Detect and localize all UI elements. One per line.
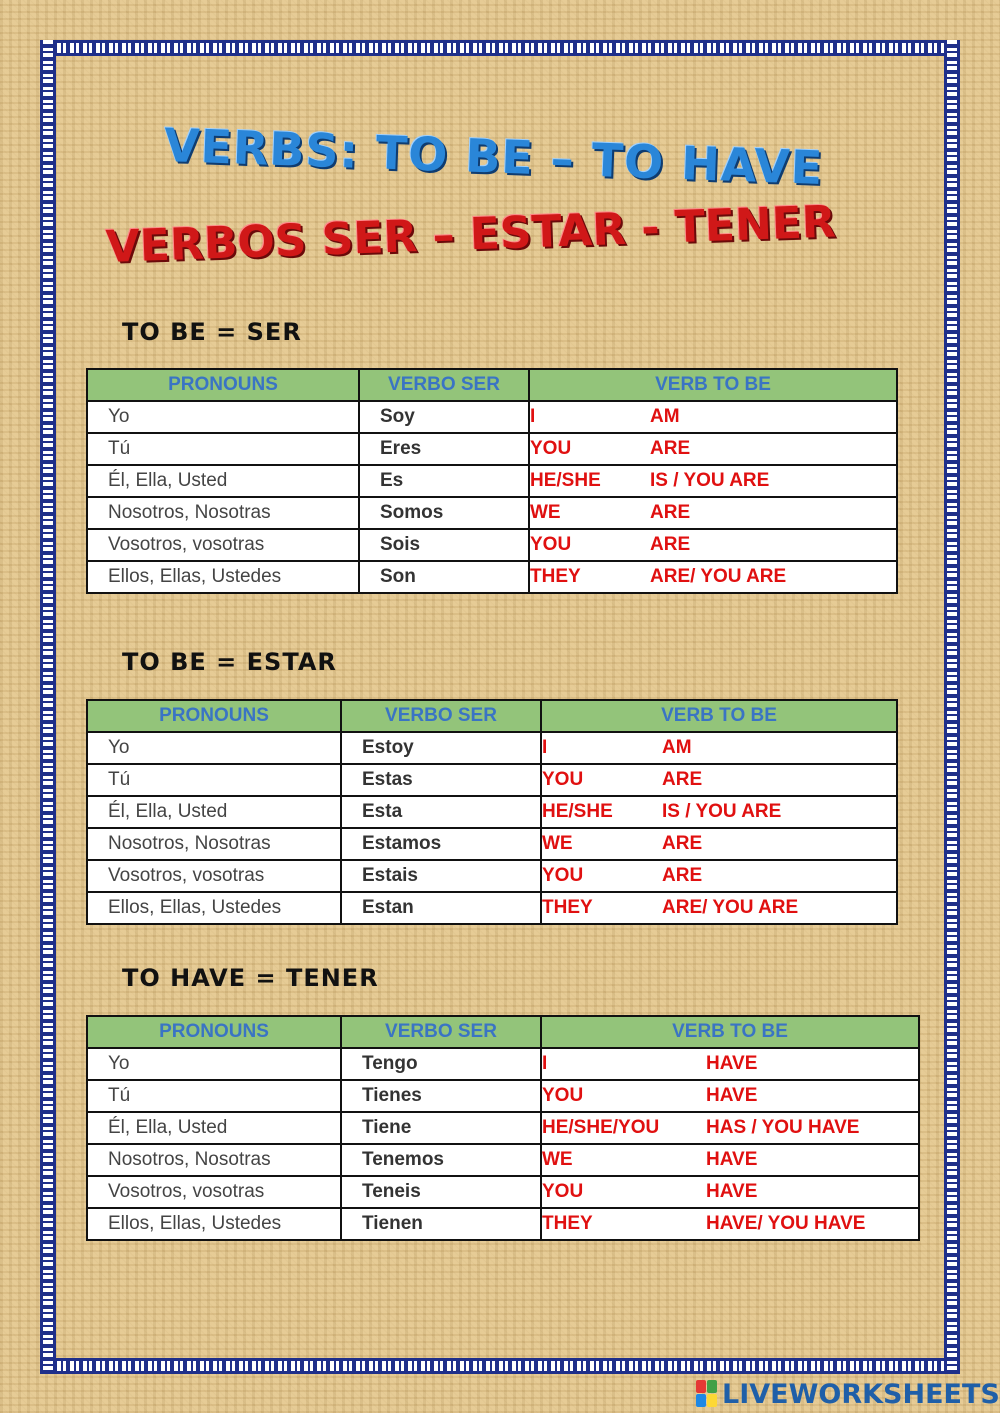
spanish-verb-cell: Estoy: [341, 732, 541, 764]
english-subject: I: [530, 406, 536, 427]
english-translation-cell: [529, 561, 897, 593]
english-verb: ARE: [650, 534, 691, 555]
english-subject: WE: [542, 1149, 573, 1170]
logo-block-blue: [696, 1394, 706, 1407]
column-header-pronouns: PRONOUNS: [87, 1016, 341, 1048]
english-verb: ARE: [662, 865, 703, 886]
liveworksheets-wordmark: LIVEWORKSHEETS: [722, 1378, 1000, 1410]
table-header-row: [87, 700, 897, 732]
english-verb: ARE: [650, 438, 691, 459]
column-header-english: VERB TO BE: [529, 369, 897, 401]
table-row: [87, 1048, 919, 1080]
table-row: [87, 529, 897, 561]
pronoun-cell: Yo: [87, 1048, 341, 1080]
pronoun-cell: Él, Ella, Usted: [87, 796, 341, 828]
table-row: [87, 764, 897, 796]
english-translation-cell: [529, 433, 897, 465]
spanish-verb-cell: Tenemos: [341, 1144, 541, 1176]
conjugation-table-estar: [86, 699, 898, 925]
column-header-pronouns: PRONOUNS: [87, 369, 359, 401]
section-heading-ser: TO BE = SER: [122, 318, 302, 346]
english-verb: ARE: [650, 502, 691, 523]
pronoun-cell: Él, Ella, Usted: [87, 1112, 341, 1144]
logo-block-red: [696, 1380, 706, 1393]
pronoun-cell: Tú: [87, 433, 359, 465]
border-bottom: [40, 1358, 960, 1374]
english-verb: IS / YOU ARE: [662, 801, 782, 822]
english-verb: HAVE/ YOU HAVE: [706, 1213, 866, 1234]
pronoun-cell: Nosotros, Nosotras: [87, 497, 359, 529]
pronoun-cell: Ellos, Ellas, Ustedes: [87, 1208, 341, 1240]
english-translation-cell: [541, 764, 897, 796]
english-subject: HE/SHE/YOU: [542, 1117, 660, 1138]
liveworksheets-logo-icon: [696, 1380, 718, 1408]
english-translation-cell: [529, 465, 897, 497]
table-row: [87, 1144, 919, 1176]
table-row: [87, 1176, 919, 1208]
spanish-verb-cell: Estais: [341, 860, 541, 892]
english-translation-cell: [541, 828, 897, 860]
logo-block-green: [707, 1380, 717, 1393]
english-subject: WE: [530, 502, 561, 523]
english-translation-cell: [541, 860, 897, 892]
table-row: [87, 732, 897, 764]
english-subject: THEY: [542, 897, 593, 918]
spanish-verb-cell: Tienen: [341, 1208, 541, 1240]
pronoun-cell: Yo: [87, 732, 341, 764]
logo-block-yellow: [707, 1394, 717, 1407]
english-verb: HAVE: [706, 1181, 758, 1202]
border-top: [40, 40, 960, 56]
spanish-verb-cell: Eres: [359, 433, 529, 465]
column-header-verbo: VERBO SER: [359, 369, 529, 401]
english-verb: ARE: [662, 769, 703, 790]
pronoun-cell: Vosotros, vosotras: [87, 1176, 341, 1208]
spanish-verb-cell: Tengo: [341, 1048, 541, 1080]
english-verb: HAS / YOU HAVE: [706, 1117, 860, 1138]
spanish-verb-cell: Soy: [359, 401, 529, 433]
english-subject: I: [542, 737, 548, 758]
english-translation-cell: [541, 1080, 919, 1112]
pronoun-cell: Ellos, Ellas, Ustedes: [87, 892, 341, 924]
english-verb: ARE: [662, 833, 703, 854]
pronoun-cell: Tú: [87, 764, 341, 796]
pronoun-cell: Él, Ella, Usted: [87, 465, 359, 497]
conjugation-table-tener: [86, 1015, 920, 1241]
english-translation-cell: [529, 497, 897, 529]
page-title-english: VERBS: TO BE – TO HAVE: [163, 118, 825, 195]
english-subject: WE: [542, 833, 573, 854]
column-header-pronouns: PRONOUNS: [87, 700, 341, 732]
english-verb: AM: [662, 737, 692, 758]
column-header-verbo: VERBO SER: [341, 1016, 541, 1048]
table-row: [87, 828, 897, 860]
table-row: [87, 1208, 919, 1240]
english-subject: YOU: [542, 769, 584, 790]
section-heading-estar: TO BE = ESTAR: [122, 648, 337, 676]
pronoun-cell: Vosotros, vosotras: [87, 529, 359, 561]
column-header-english: VERB TO BE: [541, 1016, 919, 1048]
spanish-verb-cell: Teneis: [341, 1176, 541, 1208]
pronoun-cell: Vosotros, vosotras: [87, 860, 341, 892]
english-translation-cell: [529, 529, 897, 561]
english-translation-cell: [541, 1208, 919, 1240]
liveworksheets-brand: [696, 1376, 1000, 1412]
pronoun-cell: Nosotros, Nosotras: [87, 828, 341, 860]
english-subject: YOU: [530, 534, 572, 555]
table-row: [87, 561, 897, 593]
column-header-verbo: VERBO SER: [341, 700, 541, 732]
english-subject: HE/SHE: [530, 470, 601, 491]
page-title-spanish: VERBOS SER – ESTAR - TENER: [105, 196, 837, 273]
english-translation-cell: [541, 1144, 919, 1176]
table-row: [87, 497, 897, 529]
english-subject: YOU: [542, 1181, 584, 1202]
english-verb: AM: [650, 406, 680, 427]
english-verb: HAVE: [706, 1053, 758, 1074]
table-row: [87, 796, 897, 828]
spanish-verb-cell: Son: [359, 561, 529, 593]
border-right: [944, 40, 960, 1374]
english-translation-cell: [541, 1048, 919, 1080]
english-translation-cell: [541, 892, 897, 924]
spanish-verb-cell: Estan: [341, 892, 541, 924]
spanish-verb-cell: Es: [359, 465, 529, 497]
table-row: [87, 1112, 919, 1144]
table-row: [87, 465, 897, 497]
pronoun-cell: Yo: [87, 401, 359, 433]
spanish-verb-cell: Estamos: [341, 828, 541, 860]
english-verb: ARE/ YOU ARE: [662, 897, 799, 918]
spanish-verb-cell: Tiene: [341, 1112, 541, 1144]
spanish-verb-cell: Somos: [359, 497, 529, 529]
english-translation-cell: [529, 401, 897, 433]
conjugation-table-ser: [86, 368, 898, 594]
spanish-verb-cell: Sois: [359, 529, 529, 561]
table-header-row: [87, 1016, 919, 1048]
spanish-verb-cell: Estas: [341, 764, 541, 796]
english-verb: ARE/ YOU ARE: [650, 566, 787, 587]
pronoun-cell: Ellos, Ellas, Ustedes: [87, 561, 359, 593]
pronoun-cell: Nosotros, Nosotras: [87, 1144, 341, 1176]
spanish-verb-cell: Tienes: [341, 1080, 541, 1112]
section-heading-tener: TO HAVE = TENER: [122, 964, 379, 992]
english-subject: YOU: [542, 865, 584, 886]
english-subject: YOU: [542, 1085, 584, 1106]
english-translation-cell: [541, 1176, 919, 1208]
table-row: [87, 1080, 919, 1112]
english-translation-cell: [541, 796, 897, 828]
english-subject: HE/SHE: [542, 801, 613, 822]
table-row: [87, 892, 897, 924]
table-row: [87, 433, 897, 465]
english-verb: HAVE: [706, 1149, 758, 1170]
english-verb: IS / YOU ARE: [650, 470, 770, 491]
english-verb: HAVE: [706, 1085, 758, 1106]
column-header-english: VERB TO BE: [541, 700, 897, 732]
english-subject: I: [542, 1053, 548, 1074]
english-subject: THEY: [530, 566, 581, 587]
spanish-verb-cell: Esta: [341, 796, 541, 828]
english-subject: THEY: [542, 1213, 593, 1234]
border-left: [40, 40, 56, 1374]
table-row: [87, 860, 897, 892]
pronoun-cell: Tú: [87, 1080, 341, 1112]
english-translation-cell: [541, 1112, 919, 1144]
english-translation-cell: [541, 732, 897, 764]
english-subject: YOU: [530, 438, 572, 459]
table-row: [87, 401, 897, 433]
table-header-row: [87, 369, 897, 401]
